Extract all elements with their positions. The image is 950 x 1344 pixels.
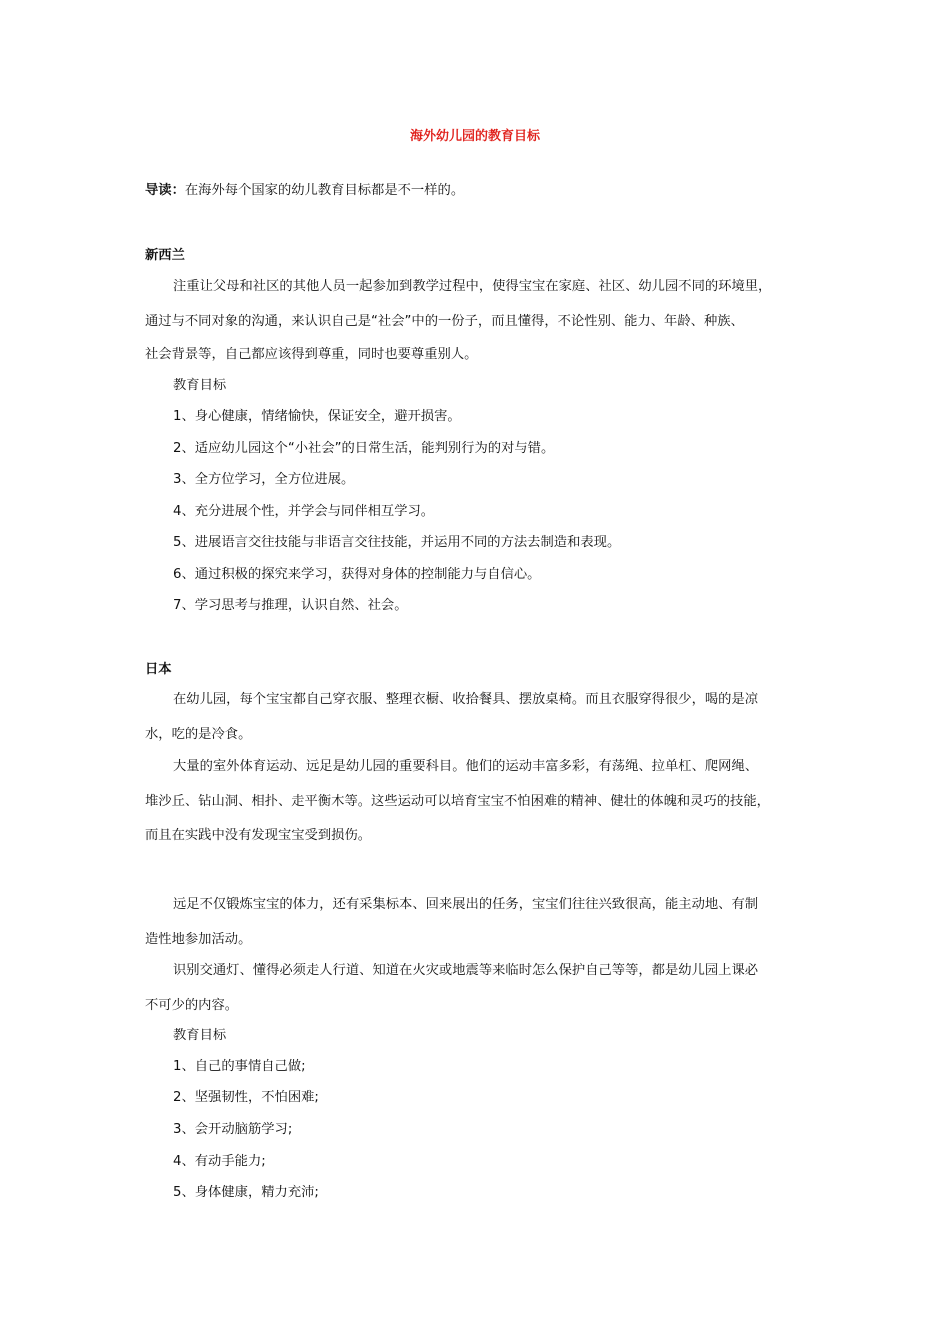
jp-goal-item: 2、坚强韧性，不怕困难; xyxy=(173,1090,319,1105)
nz-goals-label: 教育目标 xyxy=(173,378,227,393)
jp-paragraph-line: 远足不仅锻炼宝宝的体力，还有采集标本、回来展出的任务，宝宝们往往兴致很高，能主动地、有制 xyxy=(173,897,759,912)
jp-paragraph-line: 在幼儿园，每个宝宝都自己穿衣服、整理衣橱、收拾餐具、摆放桌椅。而且衣服穿得很少，喝的是凉 xyxy=(173,692,759,707)
jp-paragraph-line: 堆沙丘、钻山洞、相扑、走平衡木等。这些运动可以培育宝宝不怕困难的精神、健壮的体魄和灵巧的技能， xyxy=(145,794,770,809)
jp-goals-label: 教育目标 xyxy=(173,1028,227,1043)
jp-paragraph-line: 造性地参加活动。 xyxy=(145,932,252,947)
section-heading-nz: 新西兰 xyxy=(145,248,185,263)
jp-paragraph-line: 不可少的内容。 xyxy=(145,998,239,1013)
jp-paragraph-line: 而且在实践中没有发现宝宝受到损伤。 xyxy=(145,828,372,843)
jp-goal-item: 3、会开动脑筋学习; xyxy=(173,1122,293,1137)
nz-goal-item: 2、适应幼儿园这个“小社会”的日常生活，能判别行为的对与错。 xyxy=(173,441,555,456)
jp-goal-item: 5、身体健康，精力充沛; xyxy=(173,1185,319,1200)
jp-paragraph-line: 识别交通灯、懂得必须走人行道、知道在火灾或地震等来临时怎么保护自己等等，都是幼儿园上课必 xyxy=(173,963,759,978)
jp-goal-item: 4、有动手能力; xyxy=(173,1154,266,1169)
jp-paragraph-line: 大量的室外体育运动、远足是幼儿园的重要科目。他们的运动丰富多彩，有荡绳、拉单杠、爬网绳、 xyxy=(173,759,759,774)
nz-paragraph-line: 通过与不同对象的沟通，来认识自己是“社会”中的一份子，而且懂得，不论性别、能力、年龄、种族、 xyxy=(145,314,744,329)
nz-goal-item: 1、身心健康，情绪愉快，保证安全，避开损害。 xyxy=(173,409,461,424)
intro-text: 在海外每个国家的幼儿教育目标都是不一样的。 xyxy=(184,183,465,198)
nz-goal-item: 4、充分进展个性，并学会与同伴相互学习。 xyxy=(173,504,435,519)
nz-goal-item: 6、通过积极的探究来学习，获得对身体的控制能力与自信心。 xyxy=(173,567,541,582)
nz-goal-item: 3、全方位学习，全方位进展。 xyxy=(173,472,355,487)
jp-paragraph-line: 水，吃的是冷食。 xyxy=(145,727,252,742)
section-heading-jp: 日本 xyxy=(145,662,172,677)
document-title: 海外幼儿园的教育目标 xyxy=(409,129,540,144)
intro-line xyxy=(145,182,464,200)
nz-paragraph-line: 注重让父母和社区的其他人员一起参加到教学过程中，使得宝宝在家庭、社区、幼儿园不同的环境里， xyxy=(173,279,772,294)
nz-goal-item: 7、学习思考与推理，认识自然、社会。 xyxy=(173,598,408,613)
intro-label: 导读： xyxy=(145,183,185,198)
nz-goal-item: 5、进展语言交往技能与非语言交往技能，并运用不同的方法去制造和表现。 xyxy=(173,535,621,550)
jp-goal-item: 1、自己的事情自己做; xyxy=(173,1059,306,1074)
nz-paragraph-line: 社会背景等，自己都应该得到尊重，同时也要尊重别人。 xyxy=(145,347,478,362)
